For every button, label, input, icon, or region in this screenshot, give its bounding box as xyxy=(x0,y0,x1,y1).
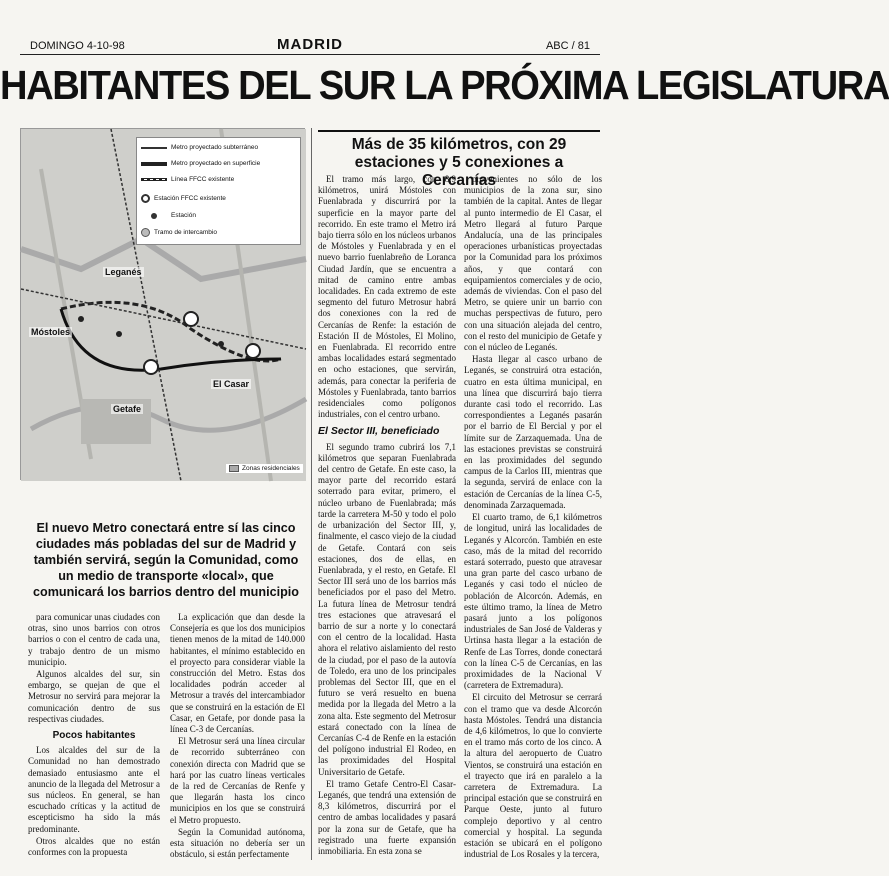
legend-label: Estación xyxy=(171,212,196,219)
zones-label: Zonas residenciales xyxy=(242,465,300,472)
paragraph: Algunos alcaldes del sur, sin embargo, se quejan de que el Metrosur no servirá para mejorar la comunicación dentro de sus respectivas ciudades. xyxy=(28,669,160,724)
header-date: DOMINGO 4-10-98 xyxy=(30,40,125,52)
right-article-column-2 xyxy=(464,174,602,861)
paragraph: Hasta llegar al casco urbano de Leganés, se construirá otra estación, cuatro en esta última municipal, en una línea que discurrirá bajo tierra durante casi todo el recorrido. Las correspondientes a Leganés pasarán por el barrio de El Bercial y por el límite sur de Zarzaquemada. Una de las estaciones previstas se construirá en las proximidades del segundo campus de la Carlos III, mientras que la segunda, servirá de enlace con la estación de Cercanías de la línea C-5, denominada Zarzaquemada. xyxy=(464,354,602,510)
legend-label: Metro proyectado subterráneo xyxy=(171,144,259,151)
legend-swatch-rail xyxy=(141,178,167,181)
page-number: ABC / 81 xyxy=(545,40,590,52)
zones-swatch xyxy=(229,465,239,472)
paragraph: La explicación que dan desde la Consejería es que los dos municipios tienen menos de la mitad de 140.000 habitantes, el mínimo establecido en el proyecto para considerar viable la construcción del Metro. Estas dos localidades podrán acceder al Metrosur a través del intercambiador que se construirá en la estación de El Casar, en Getafe, por donde pasa la línea C-3 de Cercanías. xyxy=(170,612,305,735)
legend-station-icon xyxy=(151,213,157,219)
legend-rail-station-icon xyxy=(141,194,150,203)
paragraph: El segundo tramo cubrirá los 7,1 kilómetros que separan Fuenlabrada del centro de Getafe. En este caso, la mayor parte del recorrido estará soterrado para evitar, primero, el núcleo urbano de Fuenlabrada; más tarde la carretera M-50 y todo el polo de urbanización del Sector III, y, finalmente, el casco viejo de la ciudad de Getafe. Contará con seis estaciones, dos de ellas, en Fuenlabrada, y el resto, en Getafe. El Sector III será uno de los barrios más beneficiados por el paso del Metro. La futura línea de Metrosur tendrá tres estaciones que atravesará el barrio de sur a norte y lo conectará con el centro de la localidad. Hasta ahora el relativo aislamiento del resto de la ciudad, por el paso de la autovía de Toledo, era uno de los principales problemas del Sector III, que en el futuro se verá resuelto en buena medida por la llegada del Metro a la zona alta. Este segmento del Metrosur estará conectado con la línea de Cercanías C-4 de Renfe en la estación del polígono industrial El Rodeo, en las proximidades del Hospital Universitario de Getafe. xyxy=(318,441,456,777)
right-article-headline: Más de 35 kilómetros, con 29 estaciones y 5 conexiones a Cercanías xyxy=(318,130,600,190)
main-headline: HABITANTES DEL SUR LA PRÓXIMA LEGISLATURA xyxy=(0,62,889,108)
paragraph: Los alcaldes del sur de la Comunidad no han demostrado demasiado entusiasmo ante el anuncio de la llegada del Metrosur a sus núcleos. En general, se han escuchado críticas y la actitud de escepticismo ha sido la más predominante. xyxy=(28,745,160,834)
paragraph: El tramo Getafe Centro-El Casar-Leganés, que tendrá una extensión de 8,3 kilómetros, discurrirá por el centro de ambas localidades y pasará por la zona sur de Getafe, que ha registrado una fuerte expansión inmobiliaria. En esta zona se xyxy=(318,778,456,856)
map-label-el-casar: El Casar xyxy=(213,379,250,389)
paragraph: El tramo más largo, con 8,9 kilómetros, unirá Móstoles con Fuenlabrada y discurrirá por la superficie en la mayor parte del recorrido. En este tramo el Metro irá bajo tierra sólo en los núcleos urbanos de Móstoles y Fuenlabrada y en el nuevo barrio fuenlabreño de Loranca Ciudad Jardín, que se encuentra a mitad de camino entre ambas localidades. En cada extremo de este segmento del futuro Metrosur habrá dos conexiones con la red de Cercanías de Renfe: la estación de Estación II de Móstoles, El Molino, en Fuenlabrada. El recorrido entre ambas localidades estará segmentado en ocho estaciones, que servirán, además, para conectar la periferia de Móstoles y Fuenlabrada, tanto barrios residenciales como polígonos industriales, con el centro urbano. xyxy=(318,174,456,420)
legend-swatch-underground xyxy=(141,147,167,149)
paragraph: El Metrosur será una línea circular de recorrido subterráneo con conexión directa con Madrid que se hará por las cuatro líneas verticales de la red de Cercanías de Renfe y que llegarán hasta los cinco municipios en los que se construirá el Metro propuesto. xyxy=(170,736,305,825)
left-article-column-2 xyxy=(170,612,305,861)
legend-label: Tramo de intercambio xyxy=(154,229,217,236)
paragraph: El cuarto tramo, de 6,1 kilómetros de longitud, unirá las localidades de Leganés y Alcorcón. También en este caso, más de la mitad del recorrido estará soterrado, puesto que atravesar una gran parte del casco urbano de Leganés y casi todo el núcleo de población de Alcorcón. Además, en este último tramo, la línea de Metro pasará junto a los polígonos industriales de San José de Valderas y Urtinsa hasta llegar a la estación de Renfe de Las Torres, donde conectará con la línea C-5 de Cercanías, en las proximidades de la Nacional V (carretera de Extremadura). xyxy=(464,512,602,691)
left-article-column-1 xyxy=(28,612,160,859)
metro-map xyxy=(20,128,305,480)
map-label-mostoles: Móstoles xyxy=(31,327,71,337)
legend-interchange-icon xyxy=(141,228,150,237)
paragraph: El circuito del Metrosur se cerrará con el tramo que va desde Alcorcón hasta Móstoles. Tendrá una distancia de 4,6 kilómetros, lo que lo convierte en el tramo más corto de los cinco. A la altura del aeropuerto de Cuatro Vientos, se construirá una estación en el trayecto que irá en paralelo a la carretera de Extremadura. La principal estación que se construirá en Parque Oeste, junto al futuro complejo deportivo y al centro comercial y hospital. La segunda estación se ubicará en el polígono industrial de Los Rosales y la tercera, xyxy=(464,692,602,860)
legend-label: Línea FFCC existente xyxy=(171,176,235,183)
column-divider xyxy=(311,128,312,860)
paragraph: para comunicar unas ciudades con otras, sino unos barrios con otros barrios o con el centro de cada una, y trabajo dentro de un mismo municipio. xyxy=(28,612,160,667)
paragraph: provenientes no sólo de los municipios de la zona sur, sino también de la capital. Antes de llegar al punto intermedio de El Casar, el Metro llegará al futuro Parque Andalucía, una de las principales operaciones urbanísticas proyectadas por la Comunidad para los próximos años, y que contará con equipamientos comerciales y de ocio, además de viviendas. Con el paso del Metro, se quiere unir un barrio con muchas perspectivas de futuro, pero con una situación alejada del centro, con el resto del municipio de Getafe y con el núcleo de Leganés. xyxy=(464,174,602,353)
section-subtitle: El Sector III, beneficiado xyxy=(318,425,440,438)
legend-swatch-surface xyxy=(141,162,167,166)
map-label-getafe: Getafe xyxy=(113,404,142,414)
article-subhead: El nuevo Metro conectará entre sí las cinco ciudades más pobladas del sur de Madrid y también servirá, según la Comunidad, como un medio de transporte «local», que comunicará los barrios dentro del municipio xyxy=(33,521,299,599)
section-subtitle: Pocos habitantes xyxy=(52,730,136,742)
paragraph: Según la Comunidad autónoma, esta situación no debería ser un obstáculo, si están perfectamente xyxy=(170,826,305,860)
section-title: MADRID xyxy=(277,36,343,53)
paragraph: Otros alcaldes que no están conformes con la propuesta xyxy=(28,835,160,858)
legend-label: Estación FFCC existente xyxy=(154,195,226,202)
map-legend xyxy=(136,137,301,245)
map-zones-key xyxy=(226,464,303,473)
map-label-leganes: Leganés xyxy=(105,267,142,277)
right-article-column-1 xyxy=(318,174,456,858)
legend-label: Metro proyectado en superficie xyxy=(171,160,261,167)
header-rule xyxy=(20,54,600,55)
